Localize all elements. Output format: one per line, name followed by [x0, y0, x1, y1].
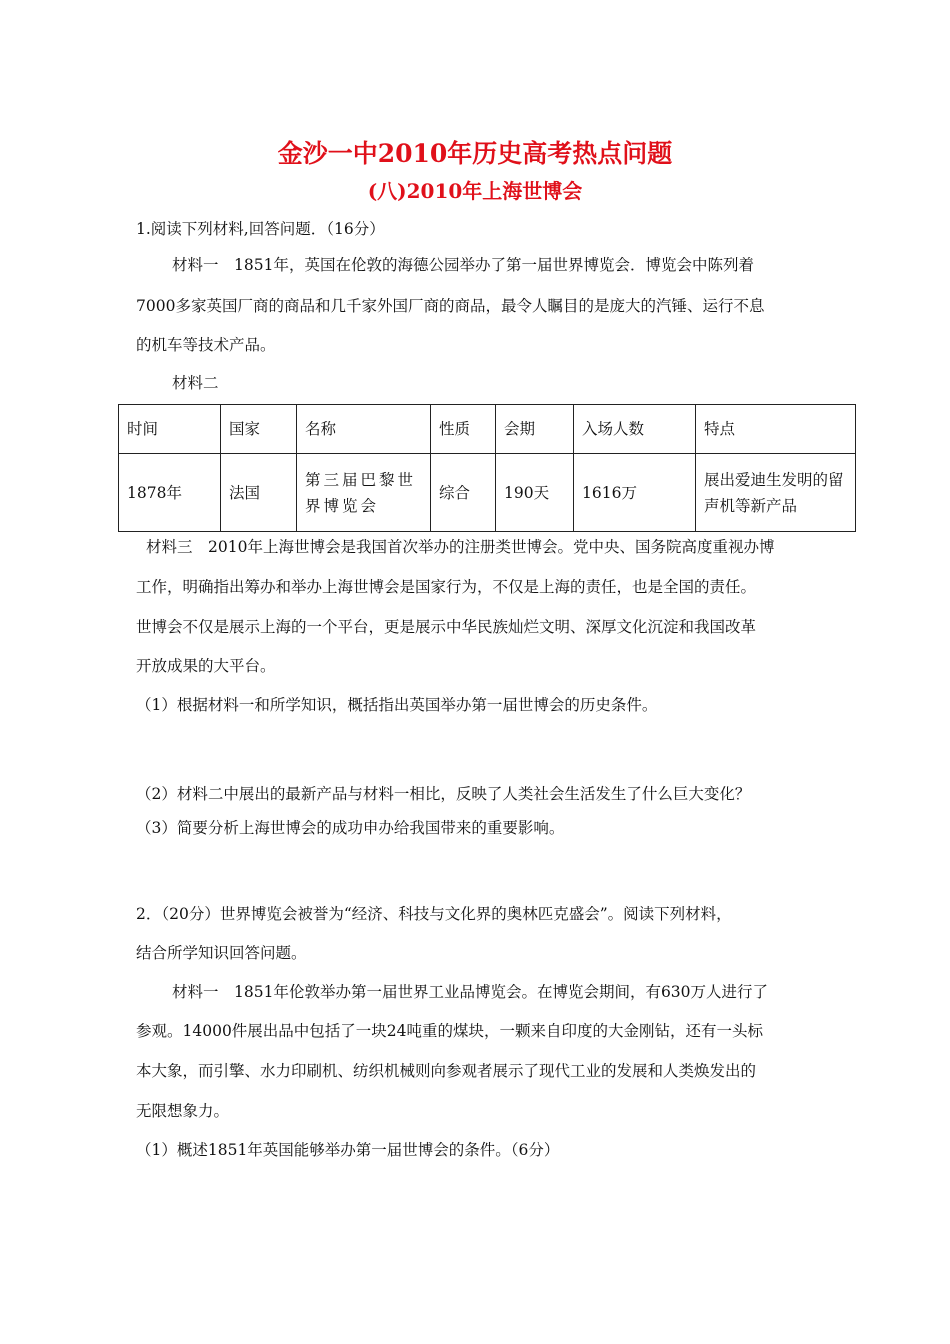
- q2-material1-line: 无限想象力。: [136, 1102, 230, 1120]
- expo-table: [118, 404, 856, 532]
- q1-material3-line: 工作，明确指出筹办和举办上海世博会是国家行为，不仅是上海的责任，也是全国的责任。: [136, 578, 757, 596]
- table-cell: 展出爱迪生发明的留声机等新产品: [696, 454, 856, 532]
- table-header-cell: 名称: [297, 405, 431, 454]
- table-cell: 1878年: [119, 454, 221, 532]
- table-header-cell: 性质: [431, 405, 496, 454]
- table-header-cell: 时间: [119, 405, 221, 454]
- table-cell: 法国: [221, 454, 297, 532]
- table-header-row: [119, 405, 856, 454]
- q2-question: （1）概述1851年英国能够举办第一届世博会的条件。（6分）: [136, 1141, 560, 1159]
- q2-material1-line: 参观。14000件展出品中包括了一块24吨重的煤块，一颗来自印度的大金刚钻，还有一头标: [136, 1022, 764, 1040]
- q1-material1-line: 7000多家英国厂商的商品和几千家外国厂商的商品，最令人瞩目的是庞大的汽锤、运行不息: [136, 297, 765, 315]
- q1-question: （3）简要分析上海世博会的成功申办给我国带来的重要影响。: [136, 819, 565, 837]
- table-cell: 第三届巴黎世界博览会: [297, 454, 431, 532]
- table-cell: 190天: [496, 454, 574, 532]
- q1-material2-label: 材料二: [172, 374, 219, 392]
- q2-material1-line: 材料一 1851年伦敦举办第一届世界工业品博览会。在博览会期间，有630万人进行了: [172, 983, 769, 1001]
- table-cell: 综合: [431, 454, 496, 532]
- q1-material1-line: 的机车等技术产品。: [136, 336, 276, 354]
- q1-question: （2）材料二中展出的最新产品与材料一相比，反映了人类社会生活发生了什么巨大变化？: [136, 785, 751, 803]
- q1-material1-line: 材料一 1851年，英国在伦敦的海德公园举办了第一届世界博览会．博览会中陈列着: [172, 256, 754, 274]
- page-title: 金沙一中2010年历史高考热点问题: [277, 139, 673, 168]
- q1-material3-line: 材料三 2010年上海世博会是我国首次举办的注册类世博会。党中央、国务院高度重视办博: [146, 538, 775, 556]
- q1-material3-line: 世博会不仅是展示上海的一个平台，更是展示中华民族灿烂文明、深厚文化沉淀和我国改革: [136, 618, 757, 636]
- q2-material1-line: 本大象，而引擎、水力印刷机、纺织机械则向参观者展示了现代工业的发展和人类焕发出的: [136, 1062, 757, 1080]
- table-cell: 1616万: [574, 454, 696, 532]
- table-header-cell: 特点: [696, 405, 856, 454]
- q1-heading: 1.阅读下列材料,回答问题．（16分）: [136, 220, 385, 238]
- q2-heading-line: 2．（20分）世界博览会被誉为“经济、科技与文化界的奥林匹克盛会”。阅读下列材料，: [136, 905, 732, 923]
- page-subtitle: (八)2010年上海世博会: [367, 179, 583, 203]
- q1-question: （1）根据材料一和所学知识，概括指出英国举办第一届世博会的历史条件。: [136, 696, 658, 714]
- table-header-cell: 国家: [221, 405, 297, 454]
- table-header-cell: 入场人数: [574, 405, 696, 454]
- table-row: [119, 454, 856, 532]
- q1-material3-line: 开放成果的大平台。: [136, 657, 276, 675]
- q2-heading-line: 结合所学知识回答问题。: [136, 944, 307, 962]
- table-header-cell: 会期: [496, 405, 574, 454]
